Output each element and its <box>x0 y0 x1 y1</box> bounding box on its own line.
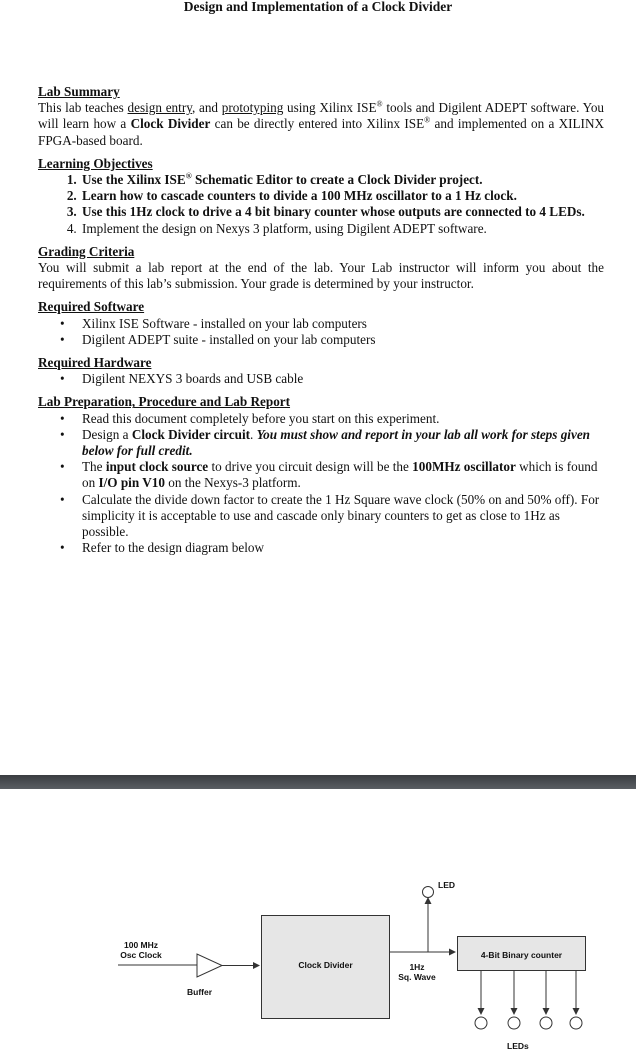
learning-objectives-heading: Learning Objectives <box>38 155 153 171</box>
text-run: Clock Divider <box>130 116 211 132</box>
lab-preparation-section <box>38 394 604 556</box>
text-run: This lab teaches <box>38 100 128 116</box>
preparation-list <box>38 411 604 557</box>
led-icon <box>570 1017 582 1029</box>
list-item <box>60 315 604 332</box>
text-run: Read this document completely before you start on this experiment. <box>82 410 440 426</box>
required-hardware-heading: Required Hardware <box>38 355 152 371</box>
text-run: Calculate the divide down factor to create the 1 Hz Square wave clock (50% on and 50% off). For simplicity it is acceptable to use and cascade only binary counters to get as close to 1Hz as possible. <box>82 491 600 540</box>
osc-label-line: Osc Clock <box>120 950 162 960</box>
text-run: I/O pin V10 <box>98 475 165 491</box>
lab-summary-text <box>38 100 604 149</box>
leds-label: LEDs <box>507 1041 529 1051</box>
hardware-list <box>38 371 604 387</box>
bullet-icon: • <box>60 371 65 387</box>
text-run: You must show and report in your lab all work for steps given below for full credit. <box>82 426 591 459</box>
led-icon <box>423 887 434 898</box>
learning-objectives-section <box>38 156 604 237</box>
list-item <box>60 540 604 556</box>
list-item <box>60 331 604 348</box>
document-title: Design and Implementation of a Clock Divider <box>183 0 453 14</box>
buffer-label: Buffer <box>187 987 213 997</box>
required-software-section <box>38 299 604 348</box>
objective-item: 4. Implement the design on Nexys 3 platform, using Digilent ADEPT software. <box>80 221 604 237</box>
led-icon <box>508 1017 520 1029</box>
binary-counter-label: 4-Bit Binary counter <box>480 950 563 960</box>
list-item <box>60 426 604 459</box>
grading-criteria-heading: Grading Criteria <box>38 243 135 259</box>
bullet-icon: • <box>60 540 65 556</box>
registered-mark: ® <box>424 116 431 126</box>
lab-summary-heading: Lab Summary <box>38 84 120 99</box>
text-run: Digilent ADEPT suite - installed on your lab computers <box>82 331 376 347</box>
wave-label-line: 1Hz <box>409 962 425 972</box>
objective-item: 3. Use this 1Hz clock to drive a 4 bit binary counter whose outputs are connected to 4 LEDs. <box>80 204 604 220</box>
required-hardware-section <box>38 355 604 387</box>
lab-summary-section <box>38 84 604 149</box>
led-label: LED <box>438 880 455 890</box>
diagram-page <box>0 789 636 1062</box>
wave-label-line: Sq. Wave <box>398 972 436 982</box>
text-run: Design a <box>82 426 132 442</box>
text-run: on the Nexys-3 platform. <box>164 475 301 491</box>
list-item <box>60 410 604 427</box>
objective-item <box>80 172 604 188</box>
text-run: Use the Xilinx ISE <box>82 172 186 188</box>
bullet-icon: • <box>60 459 65 475</box>
registered-mark: ® <box>185 171 192 181</box>
text-run: Xilinx ISE Software - installed on your lab computers <box>82 315 367 331</box>
registered-mark: ® <box>376 99 383 109</box>
objective-item: 2. Learn how to cascade counters to divide a 100 MHz oscillator to a 1 Hz clock. <box>80 188 604 204</box>
text-run: Refer to the design diagram below <box>82 540 265 556</box>
text-run: using Xilinx ISE <box>283 100 377 116</box>
page-divider <box>0 775 636 789</box>
list-item <box>60 491 604 541</box>
osc-clock-label <box>118 940 164 960</box>
buffer-icon <box>197 954 222 977</box>
text-run: to drive you circuit design will be the <box>208 459 413 475</box>
required-software-heading: Required Software <box>38 299 145 315</box>
text-run: The <box>82 459 106 475</box>
osc-label-line: 100 MHz <box>123 940 158 950</box>
text-run: Schematic Editor to create a Clock Divider project. <box>191 172 483 188</box>
bullet-icon: • <box>60 491 65 507</box>
text-run: can be directly entered into Xilinx ISE <box>210 116 425 132</box>
lab-preparation-heading: Lab Preparation, Procedure and Lab Report <box>38 394 291 410</box>
text-run: Clock Divider circuit <box>131 426 250 442</box>
grading-criteria-section <box>38 244 604 293</box>
bullet-icon: • <box>60 315 65 331</box>
text-run: which is found on <box>82 459 598 491</box>
document-body <box>38 84 604 563</box>
text-run: and implemented on a XILINX FPGA-based board. <box>38 116 604 148</box>
led-icon <box>540 1017 552 1029</box>
text-run: 100MHz oscillator <box>412 459 516 475</box>
objectives-list <box>38 172 604 237</box>
bullet-icon: • <box>60 331 65 347</box>
text-run: , and <box>191 100 222 116</box>
bullet-icon: • <box>60 426 65 442</box>
text-run: tools and Digilent ADEPT software. You will learn how a <box>38 100 605 132</box>
text-run: prototyping <box>221 100 284 116</box>
text-run: input clock source <box>105 459 209 475</box>
text-run: Digilent NEXYS 3 boards and USB cable <box>82 371 304 387</box>
led-icon <box>475 1017 487 1029</box>
text-run: design entry <box>127 100 192 116</box>
bullet-icon: • <box>60 410 65 426</box>
list-item <box>60 371 604 387</box>
list-item <box>60 459 604 491</box>
clock-divider-label: Clock Divider <box>298 960 353 970</box>
text-run: . <box>250 426 257 442</box>
software-list <box>38 316 604 348</box>
grading-criteria-text: You will submit a lab report at the end of the lab. Your Lab instructor will inform you about the requirements of this lab’s submission. Your grade is determined by your instructor. <box>38 260 604 292</box>
square-wave-label <box>392 962 442 982</box>
